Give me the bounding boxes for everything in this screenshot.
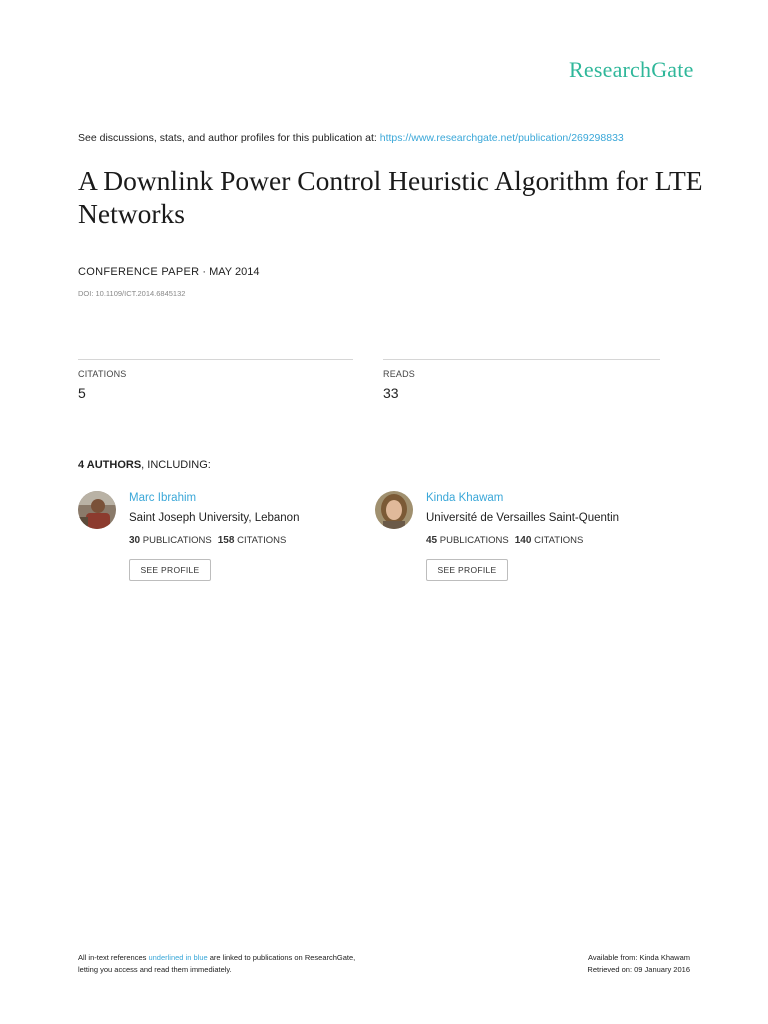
author-stats [426, 535, 583, 546]
avatar[interactable] [78, 491, 116, 529]
discussion-line [78, 132, 624, 144]
footer-text: are linked to publications on ResearchGate, [207, 953, 356, 962]
publication-link[interactable]: https://www.researchgate.net/publication/269298833 [379, 132, 624, 144]
footer-availability [587, 952, 690, 975]
see-profile-button[interactable]: SEE PROFILE [426, 559, 508, 581]
authors-count: 4 AUTHORS [78, 459, 142, 471]
see-profile-button[interactable]: SEE PROFILE [129, 559, 211, 581]
footer-note [78, 952, 355, 975]
retrieved-on: Retrieved on: 09 January 2016 [587, 964, 690, 974]
paper-date: MAY 2014 [209, 266, 260, 278]
avatar[interactable] [375, 491, 413, 529]
footer-line-2: letting you access and read them immediately. [78, 964, 232, 974]
reads-divider [383, 359, 660, 360]
publications-label: PUBLICATIONS [142, 535, 212, 546]
paper-type: CONFERENCE PAPER [78, 266, 200, 278]
discussion-prefix: See discussions, stats, and author profiles for this publication at: [78, 132, 380, 144]
citations-label: CITATIONS [237, 535, 287, 546]
publications-label: PUBLICATIONS [439, 535, 509, 546]
author-photo-marc-ibrahim [78, 491, 116, 529]
paper-type-line [78, 266, 259, 278]
available-from: Available from: Kinda Khawam [588, 953, 690, 962]
citations-label: CITATIONS [534, 535, 584, 546]
footer-text: All in-text references [78, 953, 149, 962]
type-separator: · [199, 266, 210, 278]
citations-divider [78, 359, 353, 360]
reads-value: 33 [383, 385, 399, 401]
author-affiliation: Université de Versailles Saint-Quentin [426, 512, 620, 524]
paper-title: A Downlink Power Control Heuristic Algorithm for LTE Networks [78, 165, 703, 229]
author-photo-kinda-khawam [375, 491, 413, 529]
author-name-link[interactable]: Kinda Khawam [426, 492, 504, 504]
author-affiliation: Saint Joseph University, Lebanon [129, 512, 300, 524]
footer-blue-link-text: underlined in blue [148, 953, 208, 962]
citations-label: CITATIONS [78, 369, 127, 379]
paper-doi: DOI: 10.1109/ICT.2014.6845132 [78, 289, 186, 298]
footer-line-1 [78, 952, 355, 964]
reads-label: READS [383, 369, 416, 379]
authors-including: , INCLUDING: [141, 459, 211, 471]
publications-count: 30 [129, 535, 141, 546]
publications-count: 45 [426, 535, 438, 546]
researchgate-logo[interactable]: ResearchGate [569, 57, 694, 82]
citations-value: 5 [78, 385, 86, 401]
citations-count: 158 [217, 535, 235, 546]
citations-count: 140 [514, 535, 532, 546]
author-name-link[interactable]: Marc Ibrahim [129, 492, 197, 504]
author-stats [129, 535, 286, 546]
authors-heading [78, 459, 211, 471]
